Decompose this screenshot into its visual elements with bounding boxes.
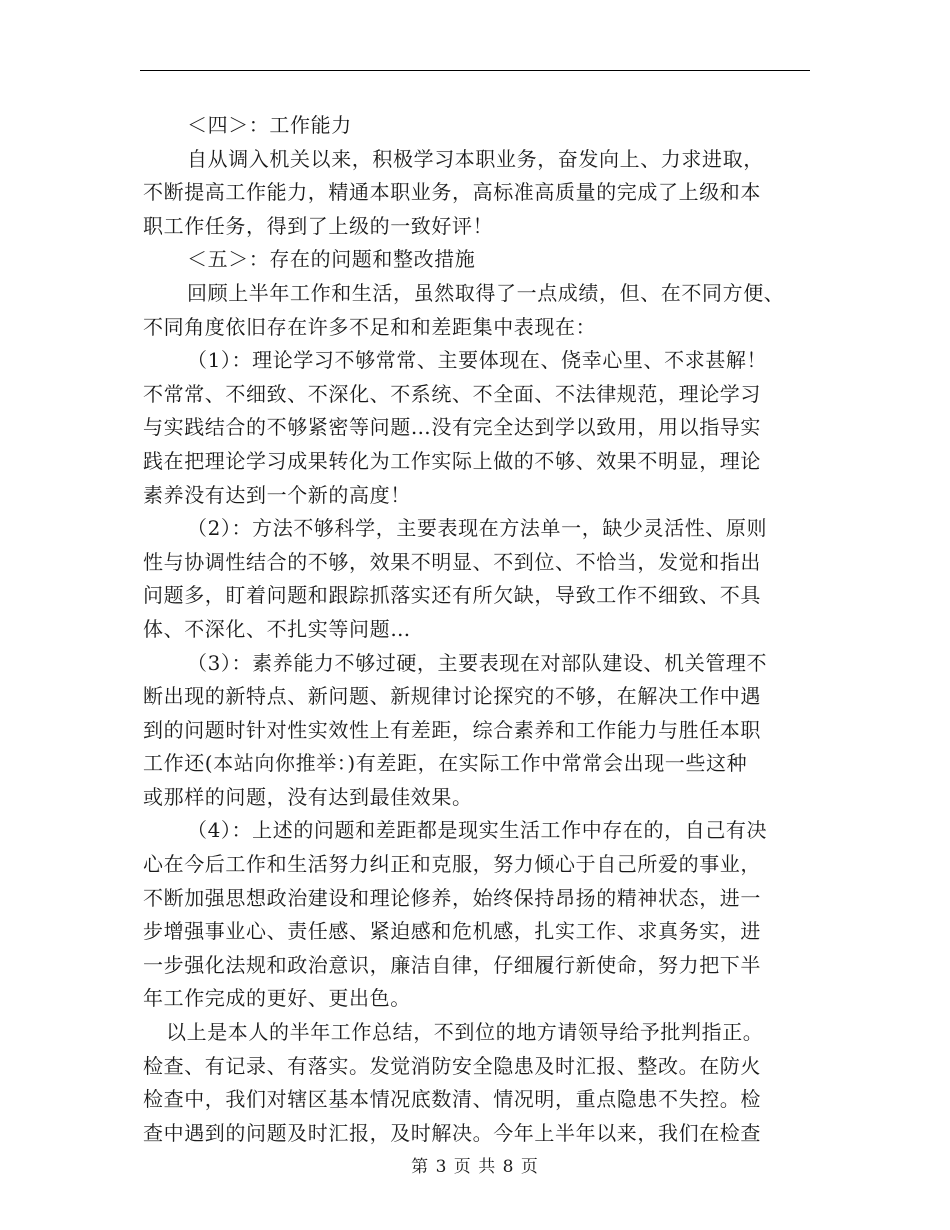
paragraph-line: 不同角度依旧存在许多不足和和差距集中表现在： bbox=[143, 314, 597, 339]
paragraph-line: 不断加强思想政治建设和理论修养，始终保持昂扬的精神状态，进一 bbox=[143, 885, 761, 910]
paragraph-line: 性与协调性结合的不够，效果不明显、不到位、不恰当，发觉和指出 bbox=[143, 549, 761, 574]
list-item-2-line: （2）：方法不够科学，主要表现在方法单一，缺少灵活性、原则 bbox=[187, 516, 768, 541]
paragraph-line: 查中遇到的问题及时汇报，及时解决。今年上半年以来，我们在检查 bbox=[143, 1120, 761, 1145]
paragraph-line: 体、不深化、不扎实等问题… bbox=[143, 616, 411, 641]
list-item-4-line: （4）：上述的问题和差距都是现实生活工作中存在的，自己有决 bbox=[187, 818, 768, 843]
paragraph-line: 与实践结合的不够紧密等问题…没有完全达到学以致用，用以指导实 bbox=[143, 415, 761, 440]
list-item-3-line: （3）：素养能力不够过硬，主要表现在对部队建设、机关管理不 bbox=[187, 650, 768, 675]
paragraph-line: 到的问题时针对性实效性上有差距，综合素养和工作能力与胜任本职 bbox=[143, 717, 761, 742]
paragraph-line: 检查中，我们对辖区基本情况底数清、情况明，重点隐患不失控。检 bbox=[143, 1087, 761, 1112]
paragraph-line: 职工作任务，得到了上级的一致好评！ bbox=[143, 213, 494, 238]
paragraph-line: 不断提高工作能力，精通本职业务，高标准高质量的完成了上级和本 bbox=[143, 180, 761, 205]
paragraph-line: 心在今后工作和生活努力纠正和克服，努力倾心于自己所爱的事业， bbox=[143, 852, 761, 877]
paragraph-line: 断出现的新特点、新问题、新规律讨论探究的不够，在解决工作中遇 bbox=[143, 684, 761, 709]
paragraph-line: 回顾上半年工作和生活，虽然取得了一点成绩，但、在不同方便、 bbox=[187, 280, 785, 305]
section-heading-problems: ＜五＞：存在的问题和整改措施 bbox=[187, 247, 476, 272]
paragraph-line: 践在把理论学习成果转化为工作实际上做的不够、效果不明显，理论 bbox=[143, 448, 761, 473]
paragraph-line: 检查、有记录、有落实。发觉消防安全隐患及时汇报、整改。在防火 bbox=[143, 1053, 761, 1078]
header-rule bbox=[140, 70, 810, 71]
section-heading-work-ability: ＜四＞：工作能力 bbox=[187, 113, 352, 137]
paragraph-line: 一步强化法规和政治意识，廉洁自律，仔细履行新使命，努力把下半 bbox=[143, 952, 761, 977]
paragraph-line: 步增强事业心、责任感、紧迫感和危机感，扎实工作、求真务实，进 bbox=[143, 919, 761, 944]
paragraph-line: 素养没有达到一个新的高度！ bbox=[143, 482, 411, 507]
summary-line: 以上是本人的半年工作总结，不到位的地方请领导给予批判指正。 bbox=[166, 1020, 764, 1045]
paragraph-line: 问题多，盯着问题和跟踪抓落实还有所欠缺，导致工作不细致、不具 bbox=[143, 583, 761, 608]
paragraph-line: 自从调入机关以来，积极学习本职业务，奋发向上、力求进取， bbox=[187, 146, 764, 171]
paragraph-line: 不常常、不细致、不深化、不系统、不全面、不法律规范，理论学习 bbox=[143, 381, 761, 406]
paragraph-line: 或那样的问题，没有达到最佳效果。 bbox=[143, 784, 473, 809]
paragraph-line: 工作还(本站向你推举：)有差距，在实际工作中常常会出现一些这种 bbox=[143, 751, 748, 776]
paragraph-line: 年工作完成的更好、更出色。 bbox=[143, 986, 411, 1011]
list-item-1-line: （1）：理论学习不够常常、主要体现在、侥幸心里、不求甚解！ bbox=[187, 348, 768, 373]
page-number: 第 3 页 共 8 页 bbox=[411, 1157, 539, 1177]
document-body bbox=[143, 109, 813, 1150]
